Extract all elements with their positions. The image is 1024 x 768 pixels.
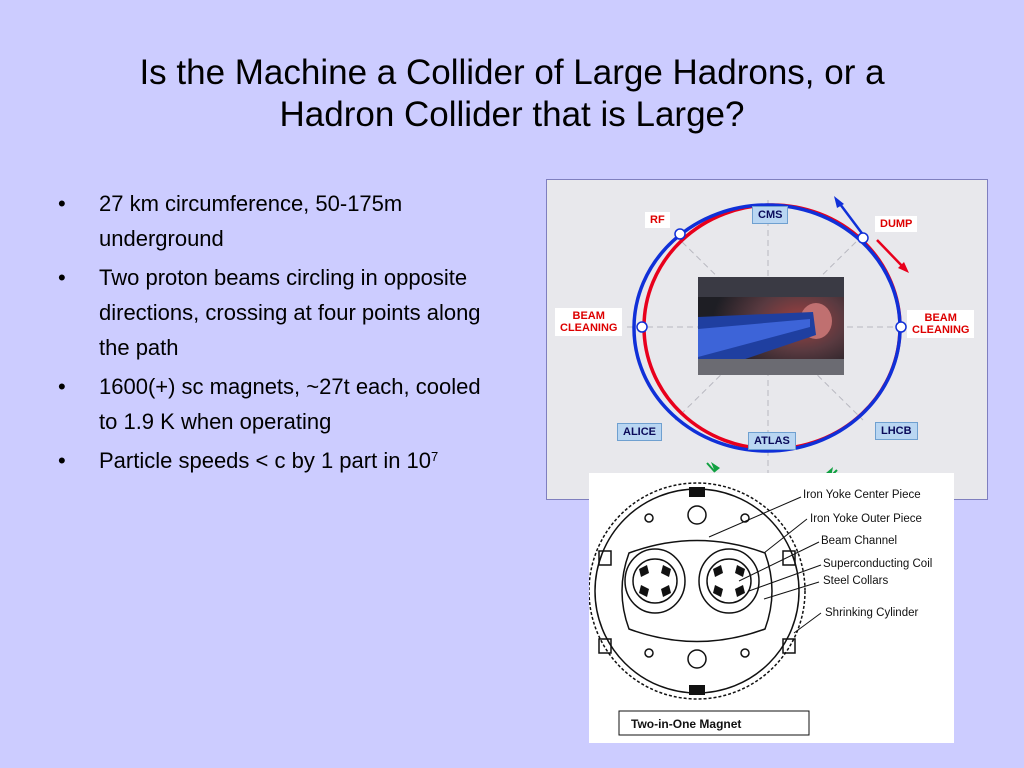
beam-cleaning-left-label [555, 308, 622, 336]
magnet-label: Superconducting Coil [823, 558, 933, 570]
slide-title [40, 52, 984, 136]
magnet-caption: Two-in-One Magnet [631, 717, 742, 731]
bullet-text: Two proton beams circling in opposite directions, crossing at four points along the path [99, 265, 481, 360]
atlas-label: ATLAS [748, 432, 796, 450]
bullet-text: Particle speeds < c by 1 part in 10 [99, 448, 432, 473]
title-line-1: Is the Machine a Collider of Large Hadrons, or a [139, 53, 885, 92]
bullet-text: 1600(+) sc magnets, ~27t each, cooled to 1.9 K when operating [99, 374, 481, 434]
beam-cleaning-left-line2: CLEANING [560, 322, 618, 334]
magnet-label: Shrinking Cylinder [825, 607, 919, 619]
beam-cleaning-right-line1: BEAM [924, 312, 957, 324]
title-line-2: Hadron Collider that is Large? [279, 95, 745, 134]
bullet-glyph: • [58, 265, 66, 290]
bullet-glyph: • [58, 191, 66, 216]
cms-label: CMS [752, 206, 788, 224]
magnet-cross-section [589, 473, 954, 743]
bullet-item [58, 369, 498, 439]
bullet-item [58, 443, 498, 478]
magnet-label: Iron Yoke Center Piece [803, 489, 921, 501]
dump-label: DUMP [875, 216, 917, 232]
bullet-text: 27 km circumference, 50-175m underground [99, 191, 403, 251]
bullet-glyph: • [58, 374, 66, 399]
beam-cleaning-right-label [907, 310, 974, 338]
bullet-item [58, 186, 498, 256]
bullet-item [58, 260, 498, 365]
rf-label: RF [645, 212, 670, 228]
bullet-list [58, 186, 498, 482]
beam-cleaning-left-line1: BEAM [572, 310, 605, 322]
lhcb-label: LHCB [875, 422, 918, 440]
magnet-label: Steel Collars [823, 575, 889, 587]
tunnel-photo [698, 277, 844, 375]
magnet-label: Beam Channel [821, 535, 898, 547]
bullet-glyph: • [58, 448, 66, 473]
exponent: 7 [431, 449, 439, 464]
magnet-label: Iron Yoke Outer Piece [810, 513, 922, 525]
alice-label: ALICE [617, 423, 662, 441]
beam-cleaning-right-line2: CLEANING [912, 324, 970, 336]
